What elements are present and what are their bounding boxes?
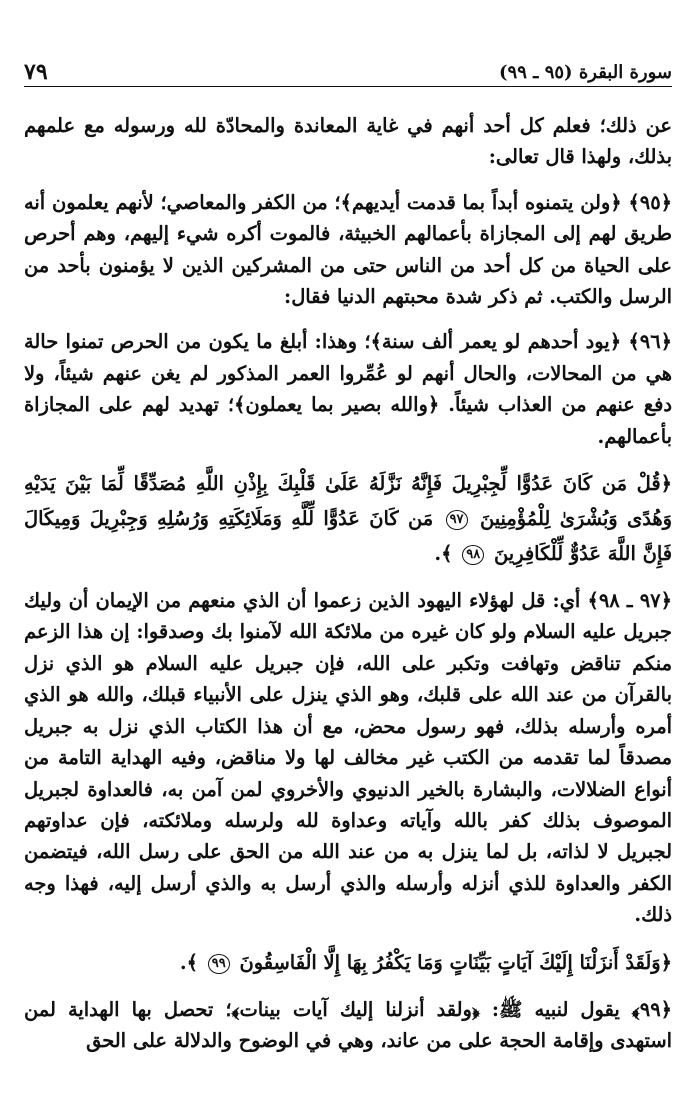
verse-closing-bracket: ﴾. — [179, 950, 198, 974]
verse-number-marker: ٩٩ — [208, 954, 230, 974]
spacer — [24, 173, 672, 187]
verse-closing-bracket: ﴾. — [434, 542, 453, 566]
spacer — [24, 312, 672, 326]
paragraph-3: ﴿٩٦﴾ ﴿يود أحدهم لو يعمر ألف سنة﴾؛ وهذا: أبلغ ما يكون من الحرص تمنوا حالة هي من المحالات، والحال أنهم لو عُمِّروا العمر المذكور لم يغن عنهم شيئاً، ولا دفع عنهم من العذاب شيئاً. ﴿والله بصير بما يعملون﴾؛ تهديد لهم على المجازاة بأعمالهم. — [24, 330, 672, 448]
paragraph-2: ﴿٩٥﴾ ﴿ولن يتمنوه أبداً بما قدمت أيديهم﴾؛ من الكفر والمعاصي؛ لأنهم يعلمون أنه طريق لهم إلى المجازاة بأعمالهم الخبيثة، فالموت أكره شيء إليهم، وهم أحرص على الحياة من كل أحد من الناس حتى من المشركين الذين لا يؤمنون بأحد من الرسل والكتب. ثم ذكر شدة محبتهم الدنيا فقال: — [24, 190, 672, 309]
paragraph-1: عن ذلك؛ فعلم كل أحد أنهم في غاية المعاندة والمحادّة لله ورسوله مع علمهم بذلك، ولهذا قال تعالى: — [24, 114, 672, 169]
spacer — [24, 980, 672, 994]
verse-text: ﴿قُلْ مَن كَانَ عَدُوًّا لِّجِبْرِيلَ فَإِنَّهُ نَزَّلَهُ عَلَىٰ قَلْبِكَ بِإِذْنِ اللَّهِ مُصَدِّقًا لِّمَا بَيْنَ يَدَيْهِ وَهُدًى وَبُشْرَىٰ لِلْمُؤْمِنِينَ — [24, 472, 672, 531]
verse-number-marker: ٩٨ — [462, 545, 484, 565]
paragraph-5: ﴿٩٩﴾ يقول لنبيه ﷺ: ﴿ولقد أنزلنا إليك آيات بينات﴾؛ تحصل بها الهداية لمن استهدى وإقامة الحجة على من عاند، وهي في الوضوح والدلالة على الحق — [24, 997, 672, 1052]
page-number: ٧٩ — [24, 59, 48, 85]
page-header — [24, 56, 672, 87]
spacer — [24, 931, 672, 945]
verse-number-marker: ٩٧ — [446, 510, 468, 530]
quran-verse-97-98 — [24, 466, 672, 571]
verse-text: مَن كَانَ عَدُوًّا لِّلَّهِ وَمَلَائِكَتِهِ وَرُسُلِهِ وَجِبْرِيلَ وَمِيكَالَ فَإِنَّ اللَّهَ عَدُوٌّ لِّلْكَافِرِينَ — [24, 507, 672, 566]
spacer — [24, 571, 672, 585]
page-body — [24, 110, 672, 1056]
quran-verse-99 — [24, 945, 672, 980]
running-title: سورة البقرة (٩٥ ـ ٩٩) — [499, 62, 672, 83]
paragraph-4: ﴿٩٧ ـ ٩٨﴾ أي: قل لهؤلاء اليهود الذين زعموا أن الذي منعهم من الإيمان أن وليك جبريل عليه السلام ولو كان غيره من ملائكة الله لآمنوا بك وصدقوا: إن هذا الزعم منكم تناقض وتهافت وتكبر على الله، فإن جبريل عليه السلام هو الذي نزل بالقرآن من عند الله على قلبك، وهو الذي ينزل على الأنبياء قبلك، والله هو الذي أمره وأرسله بذلك، فهو رسول محض، مع أن هذا الكتاب الذي نزل به جبريل مصدقاً لما تقدمه من الكتب غير مخالف لها ولا مناقض، وفيه الهداية التامة من أنواع الضلالات، والبشارة بالخير الدنيوي والأخروي لمن آمن به، فالعداوة لجبريل الموصوف بذلك كفر بالله وآياته وعداوة لله ولرسله وملائكته، فإن عداوتهم لجبريل لا لذاته، بل لما ينزل به من عند الله من الحق على رسل الله، فيتضمن الكفر والعداوة للذي أنزله وأرسله والذي أرسل به والذي أرسل إليه، فهذا وجه ذلك. — [24, 589, 672, 927]
spacer — [24, 452, 672, 466]
verse-text: ﴿وَلَقَدْ أَنزَلْنَا إِلَيْكَ آيَاتٍ بَيِّنَاتٍ وَمَا يَكْفُرُ بِهَا إِلَّا الْفَاسِقُونَ — [239, 950, 672, 974]
